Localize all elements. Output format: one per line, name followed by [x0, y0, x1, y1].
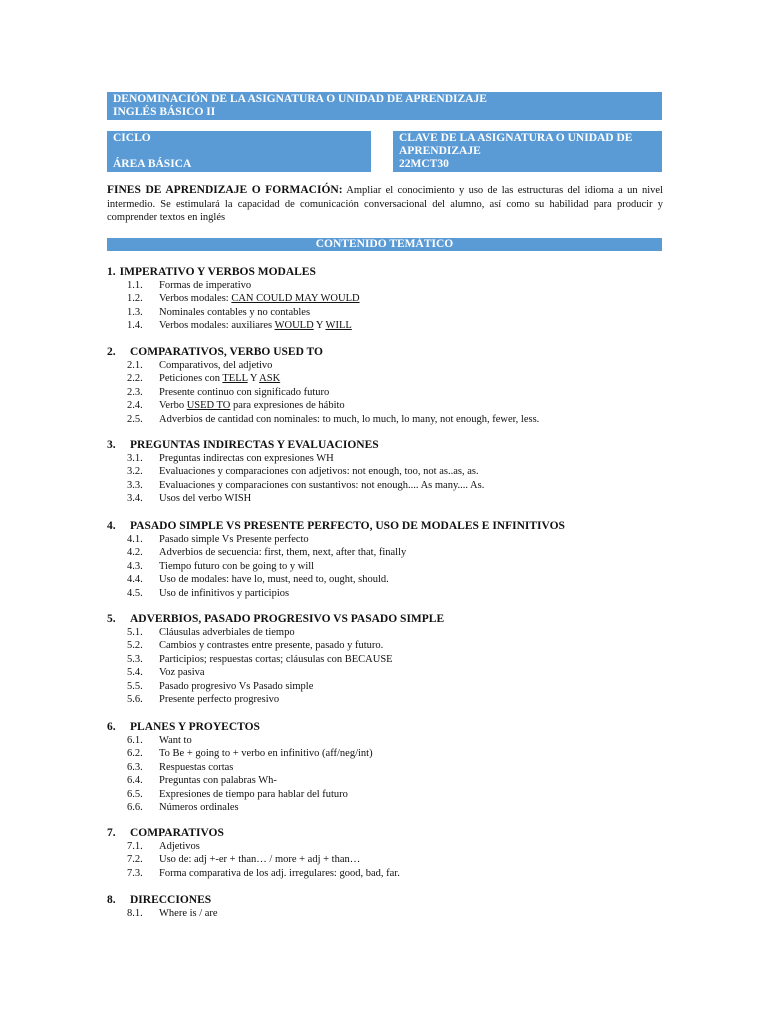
item-number: 5.4. [127, 667, 143, 679]
section-number: 5. [107, 613, 116, 625]
list-item [107, 853, 667, 866]
item-number: 1.1. [127, 280, 143, 291]
item-text: Evaluaciones y comparaciones con sustantivos: not enough.... As many.... As. [159, 479, 485, 491]
item-text: Evaluaciones y comparaciones con adjetivos: not enough, too, not as..as, as. [159, 466, 479, 478]
syllabus-section [107, 265, 667, 333]
underlined-term: USED TO [186, 400, 231, 412]
list-item [107, 492, 667, 505]
item-number: 2.1. [127, 360, 143, 371]
list-item [107, 399, 667, 412]
item-text: Verbo USED TO para expresiones de hábito [159, 400, 345, 412]
section-title-text: PREGUNTAS INDIRECTAS Y EVALUACIONES [130, 439, 379, 451]
subject-code: 22MCT30 [399, 158, 449, 170]
item-number: 8.1. [127, 908, 143, 919]
section-number: 4. [107, 520, 116, 532]
item-number: 6.5. [127, 788, 143, 800]
subject-title-bar [107, 92, 662, 120]
section-title [107, 265, 667, 279]
item-number: 4.4. [127, 574, 143, 586]
area-label: ÁREA BÁSICA [113, 158, 192, 170]
section-title [107, 893, 667, 907]
item-text: Adverbios de secuencia: first, them, next, after that, finally [159, 547, 407, 559]
cycle-area-box [107, 131, 371, 172]
item-number: 2.3. [127, 386, 143, 398]
list-item [107, 587, 667, 600]
item-text: Cambios y contrastes entre presente, pasado y futuro. [159, 640, 384, 652]
item-text: Participios; respuestas cortas; cláusulas con BECAUSE [159, 653, 393, 665]
item-number: 7.2. [127, 854, 143, 866]
list-item [107, 386, 667, 399]
section-title-text: COMPARATIVOS, VERBO USED TO [130, 346, 323, 358]
item-number: 6.1. [127, 735, 143, 746]
list-item [107, 479, 667, 492]
section-title [107, 612, 667, 626]
section-number: 7. [107, 827, 116, 839]
item-text: Adverbios de cantidad con nominales: to much, lo much, lo many, not enough, fewer, less. [159, 413, 540, 425]
item-number: 3.4. [127, 493, 143, 505]
list-item [107, 801, 667, 814]
item-text: Presente perfecto progresivo [159, 693, 280, 705]
list-item [107, 653, 667, 666]
section-title [107, 345, 667, 359]
item-number: 4.5. [127, 587, 143, 599]
underlined-term: TELL [222, 373, 248, 385]
item-number: 4.3. [127, 560, 143, 572]
content-heading-bar [107, 238, 662, 251]
item-text: Pasado progresivo Vs Pasado simple [159, 680, 314, 692]
item-text: Verbos modales: CAN COULD MAY WOULD [159, 293, 360, 305]
item-number: 5.1. [127, 627, 143, 638]
section-title-text: PASADO SIMPLE VS PRESENTE PERFECTO, USO DE MODALES E INFINITIVOS [130, 520, 565, 532]
item-number: 7.1. [127, 841, 143, 852]
subject-denomination-label: DENOMINACIÓN DE LA ASIGNATURA O UNIDAD DE APRENDIZAJE [113, 93, 487, 105]
underlined-term: WILL [325, 320, 352, 332]
section-number: 2. [107, 346, 116, 358]
item-text: Respuestas cortas [159, 761, 234, 773]
item-text: Preguntas con palabras Wh- [159, 775, 277, 787]
item-number: 6.4. [127, 775, 143, 787]
list-item [107, 639, 667, 652]
cycle-label: CICLO [113, 132, 151, 144]
list-item [107, 788, 667, 801]
item-number: 6.2. [127, 748, 143, 760]
item-number: 5.6. [127, 693, 143, 705]
list-item [107, 452, 667, 465]
section-title [107, 519, 667, 533]
list-item [107, 465, 667, 478]
item-number: 2.2. [127, 373, 143, 385]
subject-code-label-line1: CLAVE DE LA ASIGNATURA O UNIDAD DE [399, 132, 633, 144]
item-text: Formas de imperativo [159, 280, 252, 291]
learning-goals-paragraph [107, 184, 663, 225]
item-number: 3.1. [127, 453, 143, 464]
list-item [107, 292, 667, 305]
learning-goals-label: FINES DE APRENDIZAJE O FORMACIÓN: [107, 184, 343, 196]
list-item [107, 774, 667, 787]
list-item [107, 546, 667, 559]
list-item [107, 413, 667, 426]
list-item [107, 359, 667, 372]
item-text: Adjetivos [159, 841, 200, 852]
list-item [107, 734, 667, 747]
section-title [107, 720, 667, 734]
item-text: Números ordinales [159, 801, 239, 813]
list-item [107, 372, 667, 385]
item-number: 3.2. [127, 466, 143, 478]
section-title [107, 826, 667, 840]
section-title-text: DIRECCIONES [130, 894, 212, 906]
item-text: Uso de: adj +-er + than… / more + adj + than… [159, 854, 361, 866]
section-title-text: ADVERBIOS, PASADO PROGRESIVO VS PASADO SIMPLE [130, 613, 445, 625]
section-title-text: COMPARATIVOS [130, 827, 224, 839]
subject-code-label-line2: APRENDIZAJE [399, 145, 481, 157]
section-number: 3. [107, 439, 116, 451]
list-item [107, 666, 667, 679]
item-text: Preguntas indirectas con expresiones WH [159, 453, 334, 464]
item-text: Where is / are [159, 908, 218, 919]
item-text: Pasado simple Vs Presente perfecto [159, 534, 309, 545]
list-item [107, 306, 667, 319]
item-text: Voz pasiva [159, 667, 205, 679]
item-text: Nominales contables y no contables [159, 306, 311, 318]
item-number: 5.3. [127, 653, 143, 665]
item-text: To Be + going to + verbo en infinitivo (aff/neg/int) [159, 748, 373, 760]
underlined-term: WOULD [274, 320, 314, 332]
item-number: 6.6. [127, 801, 143, 813]
section-number: 6. [107, 721, 116, 733]
item-text: Cláusulas adverbiales de tiempo [159, 627, 295, 638]
item-number: 5.2. [127, 640, 143, 652]
item-number: 4.2. [127, 547, 143, 559]
list-item [107, 573, 667, 586]
learning-goals-text: Ampliar el conocimiento y uso de las estructuras del idioma a un nivel intermedio. Se estimulará la capacidad de comunicación conversacional del alumno, así como su habilidad para producir y comprender textos en inglés [107, 185, 663, 223]
syllabus-section [107, 826, 667, 880]
subject-code-box [393, 131, 662, 172]
list-item [107, 560, 667, 573]
item-text: Usos del verbo WISH [159, 493, 252, 505]
item-number: 2.5. [127, 413, 143, 425]
content-heading: CONTENIDO TEMÁTICO [315, 238, 454, 250]
item-number: 3.3. [127, 479, 143, 491]
syllabus-section [107, 720, 667, 814]
item-text: Forma comparativa de los adj. irregulares: good, bad, far. [159, 867, 400, 879]
list-item [107, 867, 667, 880]
item-number: 4.1. [127, 534, 143, 545]
section-number: 1. [107, 266, 116, 278]
item-number: 1.2. [127, 293, 143, 305]
item-text: Expresiones de tiempo para hablar del futuro [159, 788, 348, 800]
subject-name: INGLÉS BÁSICO II [113, 106, 216, 118]
list-item [107, 907, 667, 920]
item-text: Peticiones con TELL Y ASK [159, 373, 281, 385]
item-text: Want to [159, 735, 192, 746]
item-text: Tiempo futuro con be going to y will [159, 560, 315, 572]
section-title [107, 438, 667, 452]
item-text: Uso de modales: have lo, must, need to, ought, should. [159, 574, 389, 586]
item-number: 2.4. [127, 400, 143, 412]
syllabus-section [107, 612, 667, 706]
list-item [107, 319, 667, 332]
section-number: 8. [107, 894, 116, 906]
syllabus-section [107, 893, 667, 920]
item-number: 7.3. [127, 867, 143, 879]
list-item [107, 693, 667, 706]
list-item [107, 761, 667, 774]
section-title-text: PLANES Y PROYECTOS [130, 721, 260, 733]
list-item [107, 279, 667, 292]
item-number: 1.3. [127, 306, 143, 318]
list-item [107, 533, 667, 546]
syllabus-section [107, 519, 667, 600]
list-item [107, 747, 667, 760]
item-text: Verbos modales: auxiliares WOULD Y WILL [159, 320, 352, 332]
item-text: Comparativos, del adjetivo [159, 360, 273, 371]
syllabus-section [107, 345, 667, 426]
list-item [107, 840, 667, 853]
item-text: Presente continuo con significado futuro [159, 386, 330, 398]
underlined-term: CAN COULD MAY WOULD [231, 293, 360, 305]
syllabus-section [107, 438, 667, 506]
list-item [107, 626, 667, 639]
list-item [107, 680, 667, 693]
item-number: 6.3. [127, 761, 143, 773]
item-number: 1.4. [127, 320, 143, 332]
section-title-text: IMPERATIVO Y VERBOS MODALES [119, 266, 316, 278]
item-number: 5.5. [127, 680, 143, 692]
underlined-term: ASK [259, 373, 281, 385]
item-text: Uso de infinitivos y participios [159, 587, 290, 599]
